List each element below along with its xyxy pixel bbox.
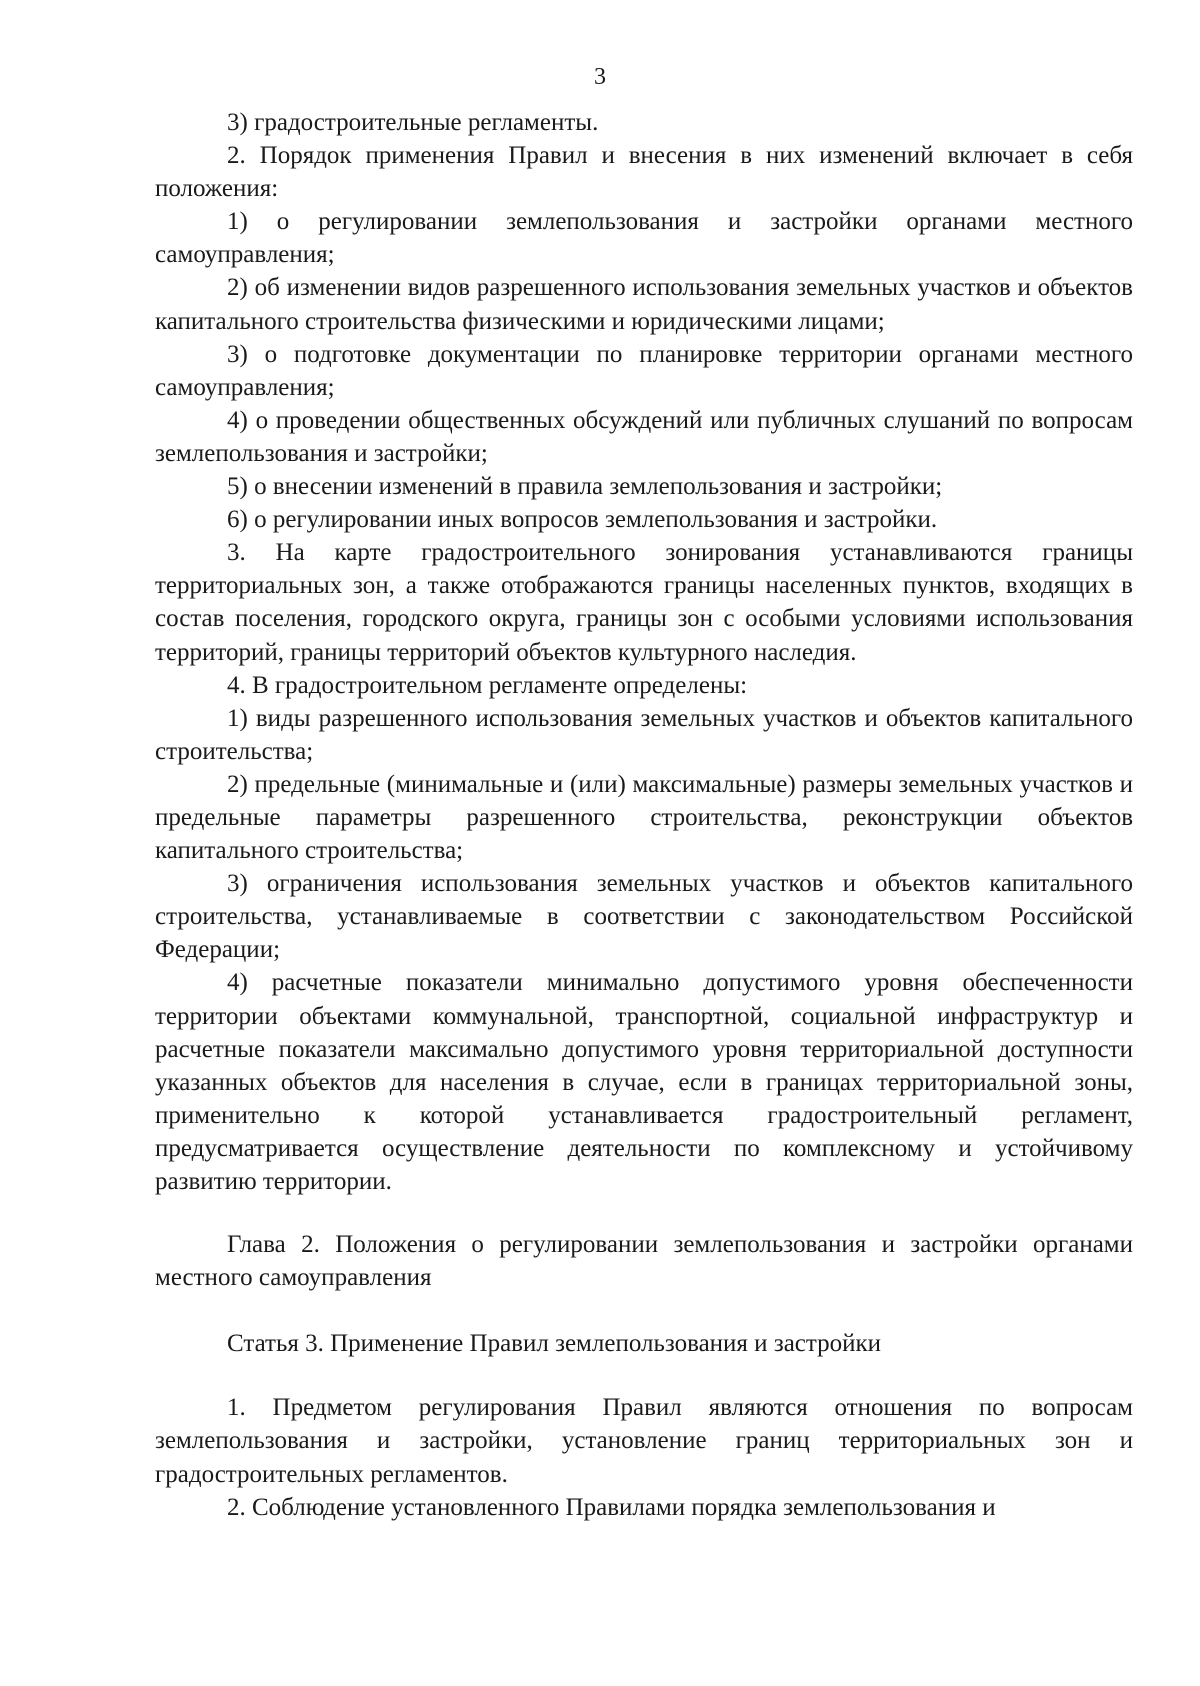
- paragraph: 3) ограничения использования земельных участков и объектов капитального строительства, устанавливаемые в соответствии с законодательством Российской Федерации;: [155, 870, 1133, 964]
- paragraph: 4. В градостроительном регламенте определены:: [227, 671, 748, 699]
- paragraph: 2. Порядок применения Правил и внесения в них изменений включает в себя положения:: [155, 142, 1133, 203]
- paragraph: 3) о подготовке документации по планировке территории органами местного самоуправления;: [155, 340, 1133, 401]
- article-paragraph: 1. Предметом регулирования Правил являются отношения по вопросам землепользования и застройки, установление границ территориальных зон и градостроительных регламентов.: [155, 1394, 1133, 1488]
- paragraph: 4) о проведении общественных обсуждений или публичных слушаний по вопросам землепользования и застройки;: [155, 406, 1133, 467]
- paragraph: 4) расчетные показатели минимально допустимого уровня обеспеченности территории объектами коммунальной, транспортной, социальной инфраструктур и расчетные показатели максимально допустимого уровня территориальной доступности указанных объектов для населения в случае, если в границах территориальной зоны, применительно к которой устанавливается градостроительный регламент, предусматривается осуществление деятельности по комплексному и устойчивому развитию территории.: [155, 969, 1133, 1195]
- paragraph: 1) о регулировании землепользования и застройки органами местного самоуправления;: [155, 208, 1133, 269]
- paragraph: 3) градостроительные регламенты.: [227, 109, 599, 136]
- document-body: [155, 106, 1133, 1524]
- paragraph: 1) виды разрешенного использования земельных участков и объектов капитального строительства;: [155, 704, 1133, 765]
- article-heading: Статья 3. Применение Правил землепользования и застройки: [227, 1330, 882, 1358]
- paragraph: 2) предельные (минимальные и (или) максимальные) размеры земельных участков и предельные параметры разрешенного строительства, реконструкции объектов капитального строительства;: [155, 770, 1133, 865]
- paragraph: 5) о внесении изменений в правила землепользования и застройки;: [227, 473, 943, 501]
- chapter-heading: Глава 2. Положения о регулировании землепользования и застройки органами местного самоуправления: [155, 1231, 1133, 1292]
- article-paragraph: 2. Соблюдение установленного Правилами порядка землепользования и: [227, 1493, 996, 1521]
- page-number: 3: [594, 64, 606, 90]
- paragraph: 2) об изменении видов разрешенного использования земельных участков и объектов капитального строительства физическими и юридическими лицами;: [155, 274, 1133, 335]
- paragraph: 3. На карте градостроительного зонирования устанавливаются границы территориальных зон, а также отображаются границы населенных пунктов, входящих в состав поселения, городского округа, границы зон с особыми условиями использования территорий, границы территорий объектов культурного наследия.: [155, 539, 1133, 666]
- paragraph: 6) о регулировании иных вопросов землепользования и застройки.: [227, 506, 938, 534]
